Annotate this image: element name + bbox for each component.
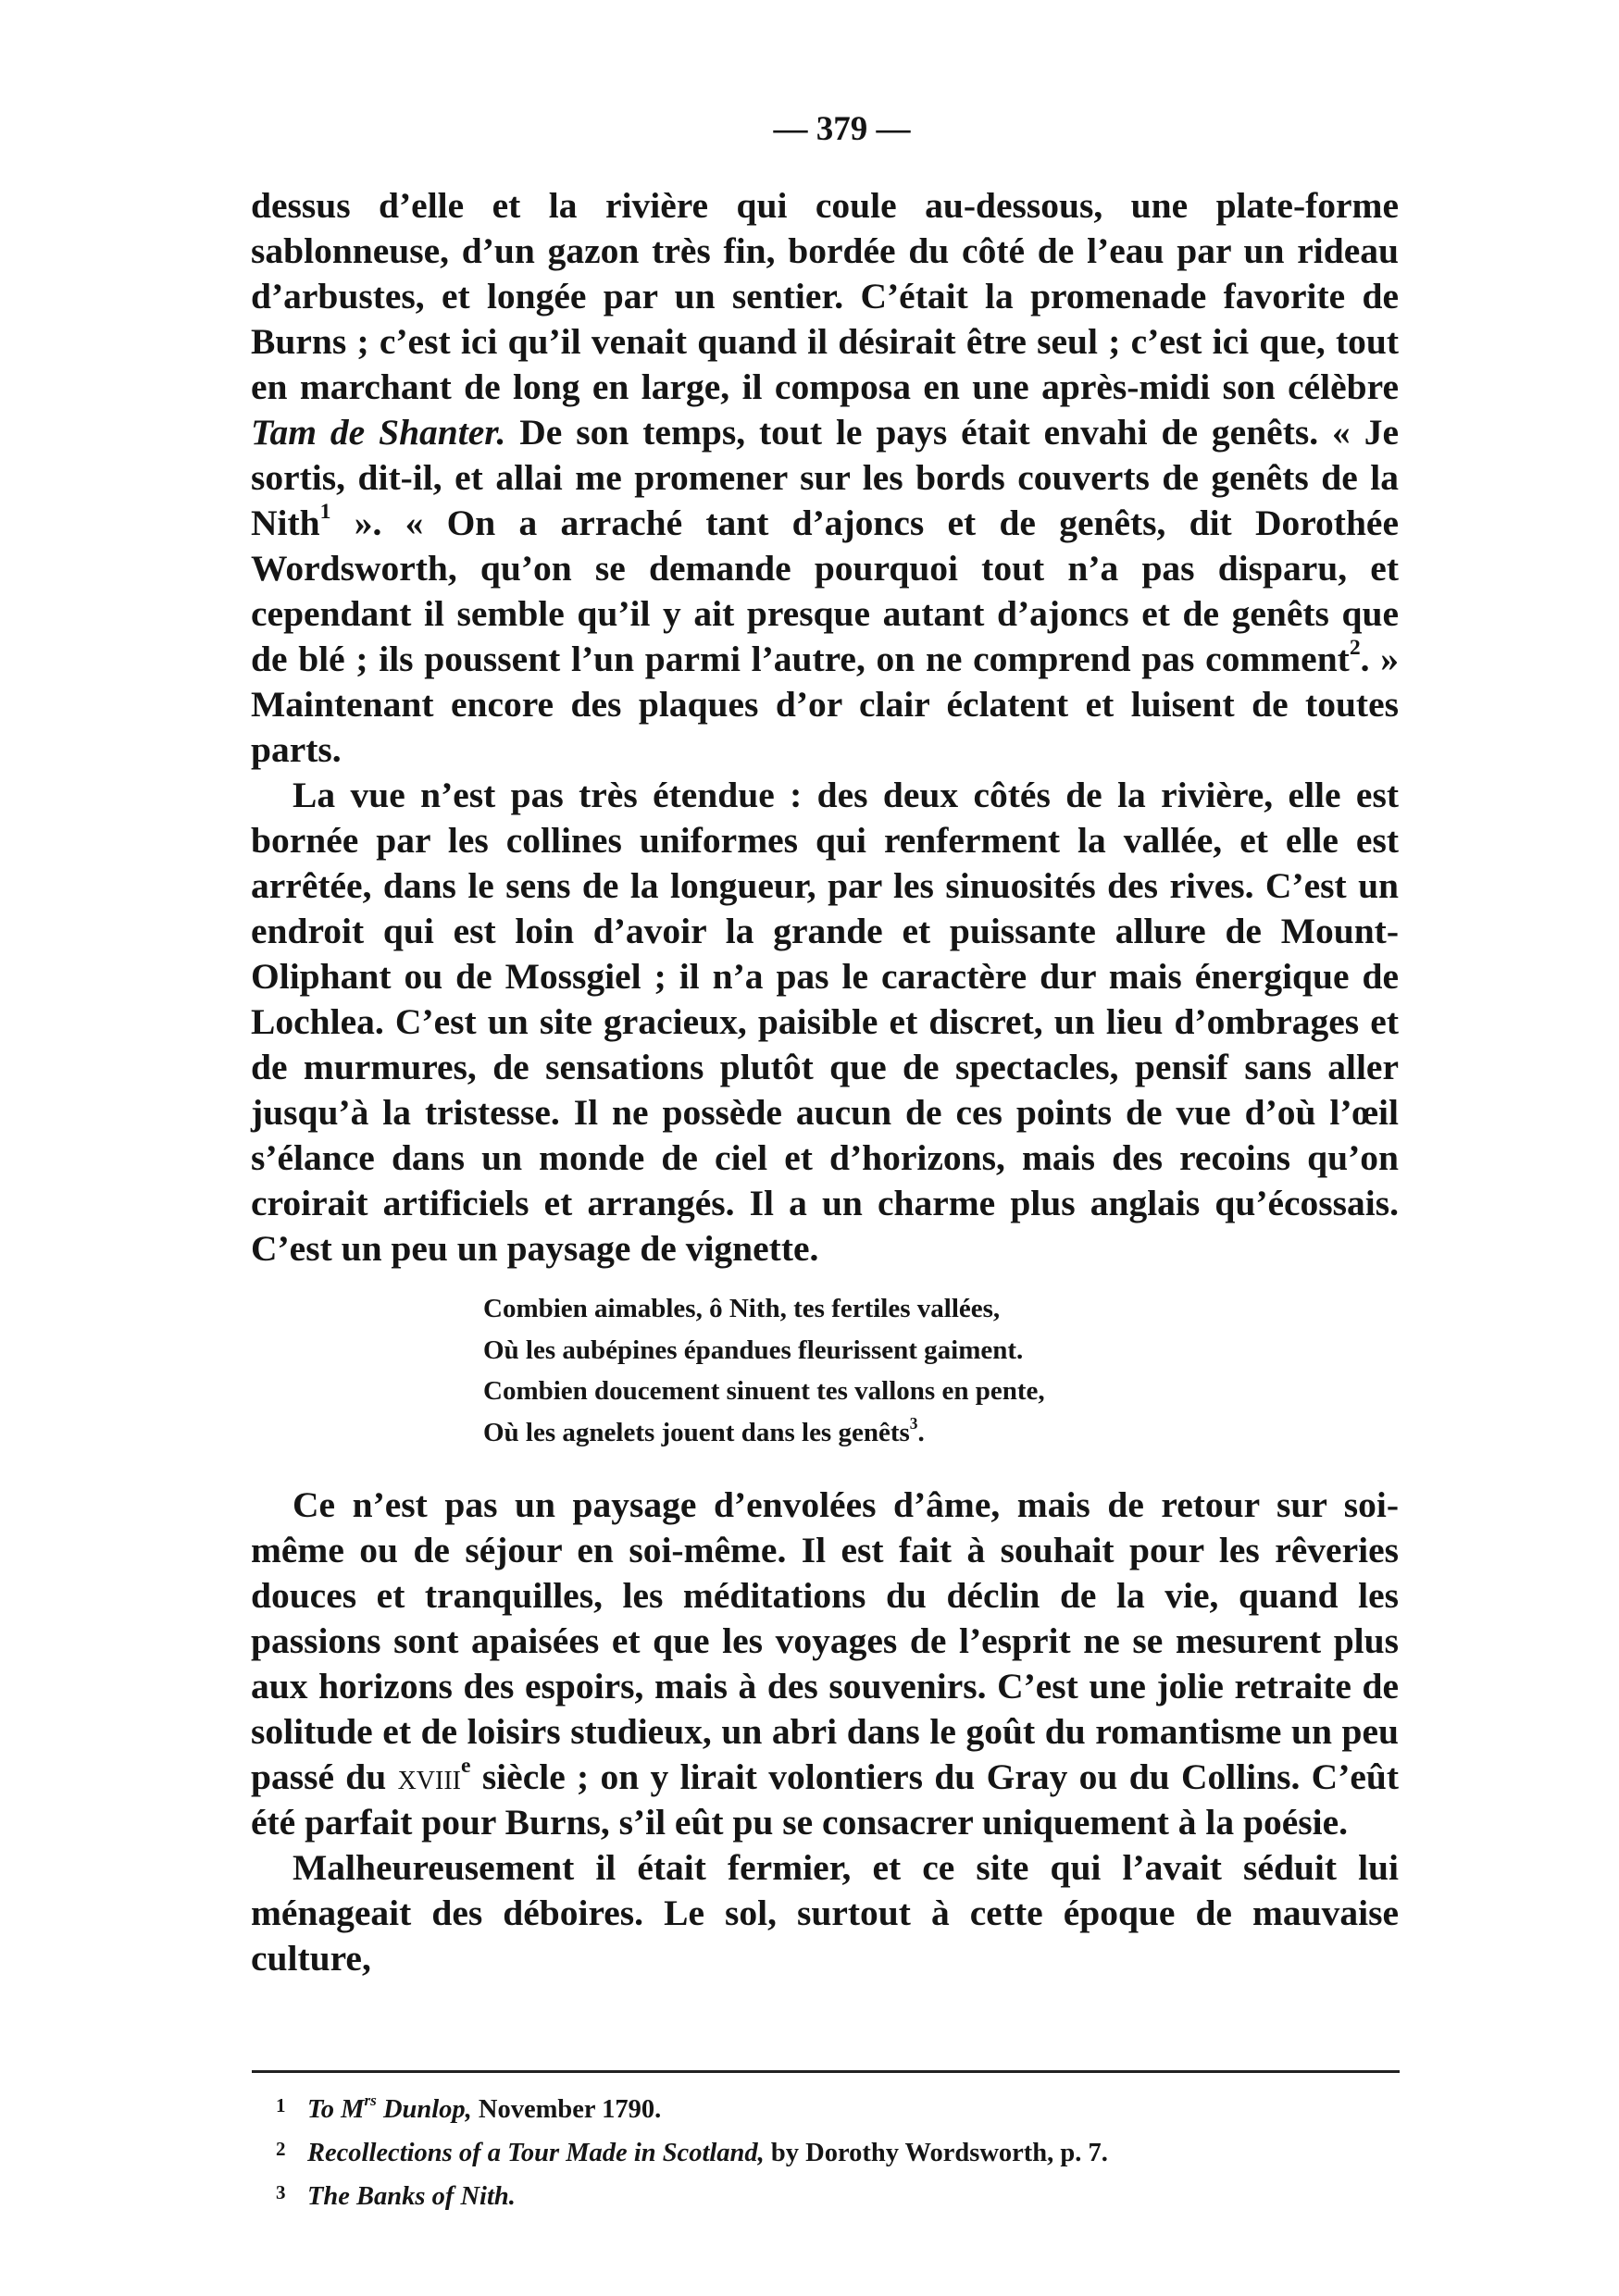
body-text-bottom (251, 1483, 1399, 1981)
footnote-italic: To M (307, 2095, 365, 2124)
verse-line: Combien doucement sinuent tes vallons en pente, (483, 1376, 1045, 1406)
footnote-ref-2: 2 (1349, 636, 1361, 661)
footnote-mark: 3 (276, 2181, 286, 2203)
footnote-3 (276, 2173, 1108, 2216)
footnote-text: November 1790. (471, 2095, 662, 2124)
footnote-2 (276, 2129, 1108, 2173)
verse-line: Combien aimables, ô Nith, tes fertiles vallées, (483, 1294, 1001, 1323)
paragraph-3 (251, 1483, 1399, 1845)
footnote-superscript: rs (364, 2091, 377, 2110)
paragraph-1-text-c: ». « On a arraché tant d’ajoncs et de genêts, dit Dorothée Wordsworth, qu’on se demande pourquoi tout n’a pas disparu, et cependant il semble qu’il y ait presque autant d’ajoncs et de genêts que de blé ; ils poussent l’un parmi l’autre, on ne comprend pas comment (251, 503, 1399, 679)
paragraph-2: La vue n’est pas très étendue : des deux côtés de la rivière, elle est bornée par les collines uniformes qui renferment la vallée, et elle est arrêtée, dans le sens de la longueur, par les sinuosités des rives. C’est un endroit qui est loin d’avoir la grande et puissante allure de Mount-Oliphant ou de Mossgiel ; il n’a pas le caractère dur mais énergique de Lochlea. C’est un site gracieux, paisible et discret, un lieu d’ombrages et de murmures, de sensations plutôt que de spectacles, pensif sans aller jusqu’à la tristesse. Il ne possède aucun de ces points de vue d’où l’œil s’élance dans un monde de ciel et d’horizons, mais des recoins qu’on croirait artificiels et arrangés. Il a un charme plus anglais qu’écossais. C’est un peu un paysage de vignette. (251, 775, 1399, 1269)
verse-quotation (483, 1288, 1045, 1453)
verse-line-end: . (917, 1417, 925, 1447)
paragraph-1-text-d: . » Maintenant encore des plaques d’or clair éclatent et luisent de toutes parts. (251, 639, 1399, 770)
paragraph-1-text-a: dessus d’elle et la rivière qui coule au-dessous, une plate-forme sablonneuse, d’un gazon très fin, bordée du côté de l’eau par un rideau d’arbustes, et longée par un sentier. C’était la promenade favorite de Burns ; c’est ici qu’il venait quand il désirait être seul ; c’est ici que, tout en marchant de long en large, il composa en une après-midi son célèbre (251, 185, 1399, 407)
footnote-italic: The Banks of Nith. (307, 2182, 516, 2211)
footnote-1 (276, 2086, 1108, 2129)
footnotes (276, 2086, 1108, 2216)
verse-line-last (483, 1412, 1045, 1454)
paragraph-4: Malheureusement il était fermier, et ce site qui l’avait séduit lui ménageait des déboires. Le sol, surtout à cette époque de mauvaise culture, (251, 1847, 1399, 1979)
body-text-top (251, 183, 1399, 1272)
poem-title-tam-de-shanter: Tam de Shanter. (251, 412, 506, 453)
century-superscript: e (460, 1754, 471, 1779)
footnote-divider (252, 2070, 1400, 2073)
footnote-ref-3: 3 (909, 1413, 918, 1433)
century-numeral: xviii (397, 1756, 461, 1797)
footnote-mark: 1 (276, 2094, 286, 2116)
paragraph-1-text-b: De son temps, tout le pays était envahi de genêts. « Je sortis, dit-il, et allai me promener sur les bords couverts de genêts de la Nith (251, 412, 1399, 543)
footnote-text: by Dorothy Wordsworth, p. 7. (764, 2139, 1108, 2167)
paragraph-3-text-a: Ce n’est pas un paysage d’envolées d’âme, mais de retour sur soi-même ou de séjour en soi-même. Il est fait à souhait pour les rêveries douces et tranquilles, les méditations du déclin de la vie, quand les passions sont apaisées et que les voyages de l’esprit ne se mesurent plus aux horizons des espoirs, mais à des souvenirs. C’est une jolie retraite de solitude et de loisirs studieux, un abri dans le goût du romantisme un peu passé du (251, 1484, 1399, 1797)
footnote-mark: 2 (276, 2138, 286, 2160)
paragraph-1 (251, 183, 1399, 773)
footnote-italic: Dunlop, (376, 2095, 472, 2124)
footnote-ref-1: 1 (319, 500, 331, 525)
verse-line-text: Où les agnelets jouent dans les genêts (483, 1417, 910, 1447)
footnote-italic: Recollections of a Tour Made in Scotland, (307, 2139, 765, 2167)
verse-line: Où les aubépines épandues fleurissent gaiment. (483, 1334, 1024, 1365)
paragraph-3-text-b: siècle ; on y lirait volontiers du Gray ou du Collins. C’eût été parfait pour Burns, s’il eût pu se consacrer uniquement à la poésie. (251, 1756, 1399, 1843)
page-number: — 379 — (773, 110, 911, 148)
